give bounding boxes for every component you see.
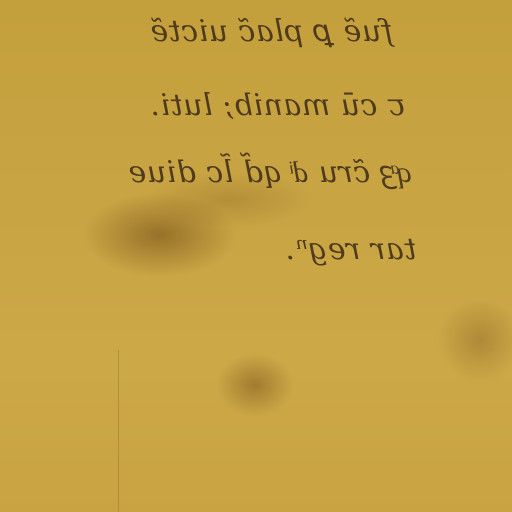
text-line-4: tar regⁿ. [285, 232, 417, 267]
text-line-3: qͣꝫ c̃ru dͥ qd̃ l̃c diue [128, 155, 412, 190]
text-line-2: ꞇ cū manib; luti. [150, 88, 405, 123]
text-line-1: fuẽ ꝑ plac̃ uictẽ [150, 14, 393, 49]
ruling-line [118, 350, 119, 512]
